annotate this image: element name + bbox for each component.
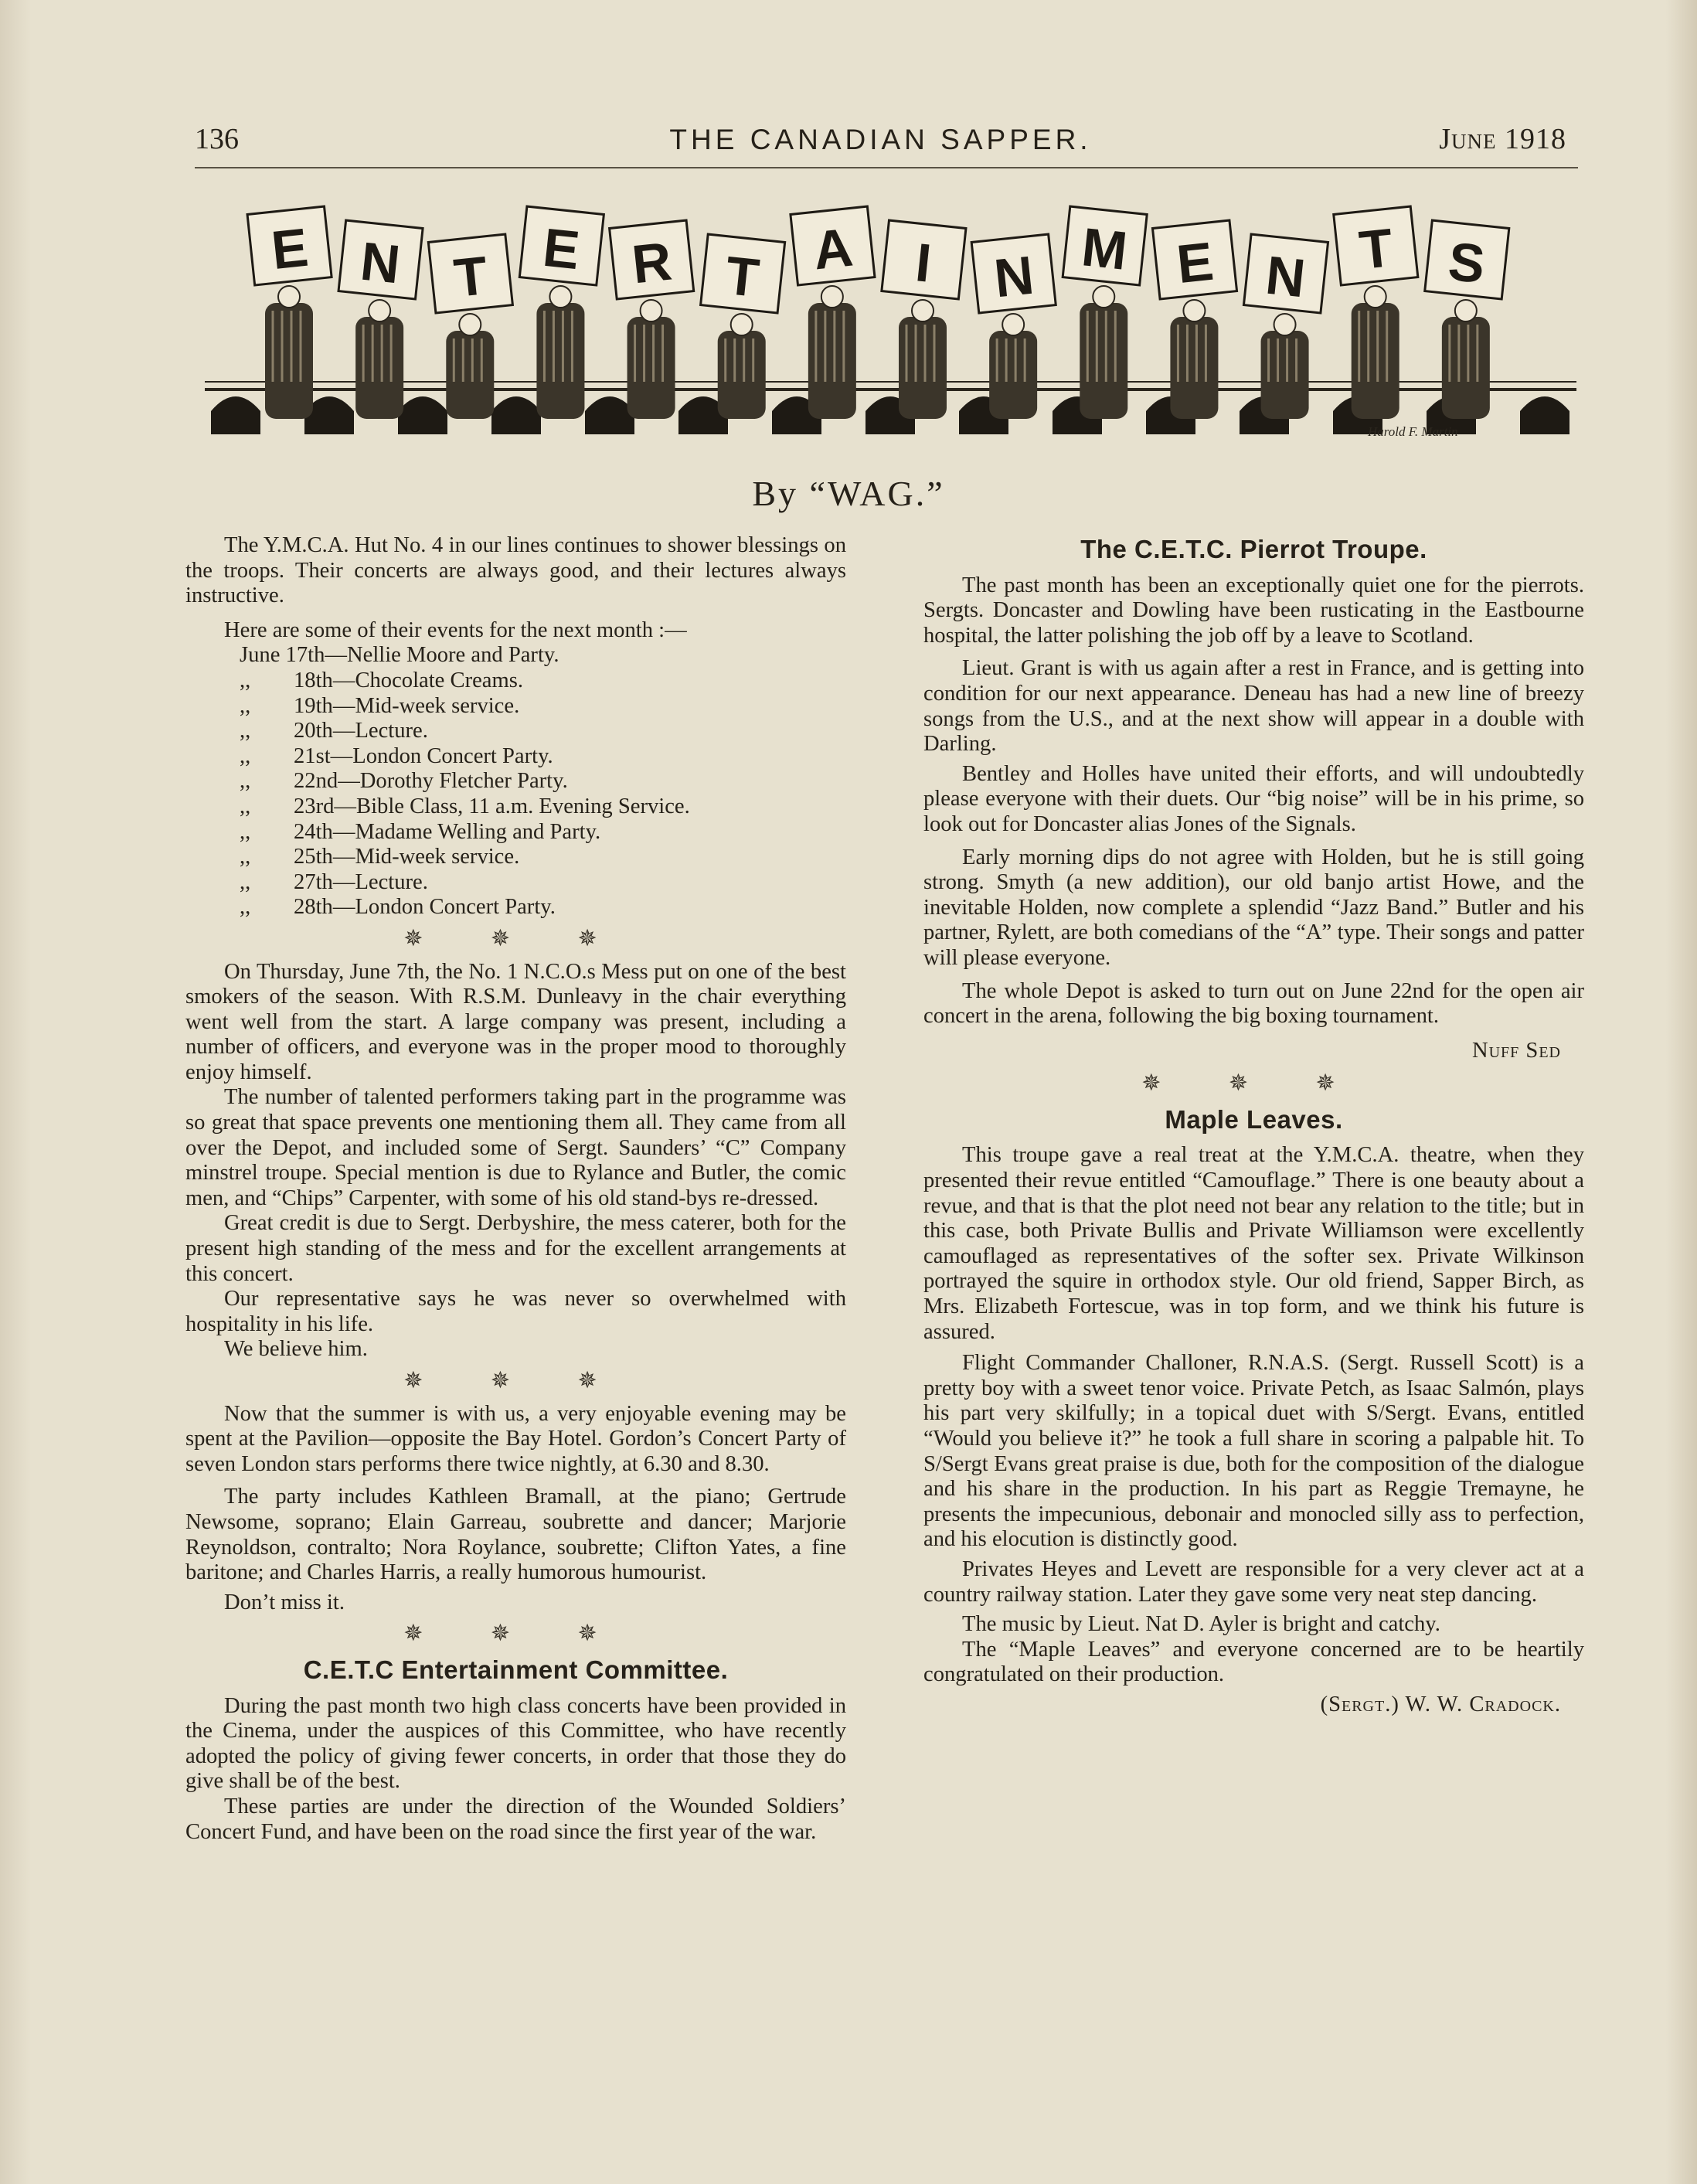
ditto-mark: ,, xyxy=(240,845,251,869)
event-date: 27th xyxy=(294,869,333,894)
maple-paragraph: This troupe gave a real treat at the Y.M.C.A. theatre, when they presented their revue entitled “Camouflage.” There is one beauty about a revue, and that is that the plot need not bear any relation to the title; but in this case, both Private Bullis and Private Williamson were excellently camouflaged as representatives of the softer sex. Private Wilkinson portrayed the squire in orthodox style. Our old friend, Sapper Birch, as Mrs. Elizabeth Fortescue, was in top form, and we think his future is assured. xyxy=(923,1143,1584,1344)
performer-head xyxy=(641,300,662,321)
footlight-shape xyxy=(1520,396,1569,434)
ditto-mark: ,, xyxy=(240,869,251,894)
letter-placard xyxy=(1152,220,1236,299)
placard-letter: T xyxy=(451,244,491,309)
placard-letter: N xyxy=(357,230,403,295)
footlight-shape xyxy=(211,396,260,434)
event-date: 18th xyxy=(294,668,333,692)
pierrot-paragraph: Lieut. Grant is with us again after a rest in France, and is getting into condition for our next appearance. Deneau has had a new line of breezy songs from the U.S., and at the next show will appear in a double with Darling. xyxy=(923,656,1584,757)
event-item: ,, 27th—Lecture. xyxy=(240,869,428,894)
event-name: Lecture. xyxy=(355,869,428,894)
pierrot-paragraph: Early morning dips do not agree with Holden, but he is still going strong. Smyth (a new addition), our old banjo artist Howe, and the inevitable Holden, now complete a splendid “Jazz Band.” Butler and his partner, Rylett, are both comedians of the “A” type. Their songs and patter will please everyone. xyxy=(923,845,1584,970)
ditto-mark: ,, xyxy=(240,719,251,743)
smoker-paragraph: We believe him. xyxy=(224,1337,368,1362)
running-head xyxy=(195,116,1566,162)
footlight-shape xyxy=(491,396,541,434)
event-date: 21st xyxy=(294,743,331,768)
event-name: Dorothy Fletcher Party. xyxy=(359,769,568,794)
letter-placard xyxy=(701,234,785,313)
ditto-mark: ,, xyxy=(240,743,251,768)
placard-letter: I xyxy=(913,232,934,294)
issue-date: June 1918 xyxy=(1439,123,1566,155)
banner-illustration-svg xyxy=(205,179,1576,442)
placard-letter: E xyxy=(268,216,311,281)
event-item: ,, 18th—Chocolate Creams. xyxy=(240,668,524,692)
pierrot-signoff: Nuff Sed xyxy=(1471,1038,1561,1063)
event-date: 28th xyxy=(294,895,333,920)
event-date: 25th xyxy=(294,845,333,869)
placard-letter: R xyxy=(629,230,675,295)
ditto-mark: ,, xyxy=(240,819,251,844)
section-separator: ✵ ✵ ✵ xyxy=(403,925,628,951)
maple-paragraph: Flight Commander Challoner, R.N.A.S. (Sergt. Russell Scott) is a pretty boy with a sweet tenor voice. Private Petch, as Isaac Salmón, plays his part very skilfully; in a topical duet with S/Sergt. Evans, entitled “Would you believe it?” he took a full share in scoring a palpable hit. To S/Sergt Evans great praise is due, both for the composition of the dialogue and his share in the production. In his part as Reggie Tremayne, he presents the impecunious, debonair and monocled silly ass to perfection, and his elocution is distinctly good. xyxy=(923,1351,1584,1552)
event-name: London Concert Party. xyxy=(352,743,553,768)
performer-head xyxy=(912,300,934,321)
committee-paragraph: These parties are under the direction of the Wounded Soldiers’ Concert Fund, and have been on the road since the first year of the war. xyxy=(185,1794,846,1844)
ditto-mark: ,, xyxy=(240,693,251,718)
ymca-intro-paragraph: The Y.M.C.A. Hut No. 4 in our lines continues to shower blessings on the troops. Their concerts are always good, and their lectures always instructive. xyxy=(185,533,846,608)
event-date: 23rd xyxy=(294,794,335,818)
performer-head xyxy=(369,300,390,321)
letter-placard xyxy=(1334,206,1418,285)
pierrot-paragraph: Bentley and Holles have united their efforts, and will undoubtedly please everyone with their duets. Our “big noise” will be in his prime, so look out for Doncaster alias Jones of the Signals. xyxy=(923,761,1584,836)
events-lead: Here are some of their events for the next month :— xyxy=(224,617,687,642)
letter-placard xyxy=(519,206,604,285)
event-date: 20th xyxy=(294,719,333,743)
performer-head xyxy=(1455,300,1477,321)
event-name: Mid-week service. xyxy=(355,693,520,718)
footlight-shape xyxy=(398,396,447,434)
letter-placard xyxy=(1063,206,1147,285)
right-column xyxy=(923,537,1584,1718)
placard-letter: N xyxy=(991,244,1037,309)
performer-head xyxy=(1365,286,1386,308)
left-column xyxy=(185,533,846,1845)
smoker-paragraph: On Thursday, June 7th, the No. 1 N.C.O.s Mess put on one of the best smokers of the season. With R.S.M. Dunleavy in the chair everything went well from the start. A large company was present, including a number of officers, and everyone was in the proper mood to thoroughly enjoy himself. xyxy=(185,959,846,1084)
performer-head xyxy=(1002,314,1024,335)
event-item: ,, 20th—Lecture. xyxy=(240,719,428,743)
event-date: 22nd xyxy=(294,769,338,794)
performer-head xyxy=(278,286,300,308)
section-separator: ✵ ✵ ✵ xyxy=(403,1368,628,1393)
event-item: ,, 24th—Madame Welling and Party. xyxy=(240,819,601,844)
event-item: ,, 25th—Mid-week service. xyxy=(240,845,520,869)
event-item: ,, 28th—London Concert Party. xyxy=(240,895,556,920)
pavilion-paragraph: Now that the summer is with us, a very enjoyable evening may be spent at the Pavilion—opposite the Bay Hotel. Gordon’s Concert Party of seven London stars performs there twice nightly, at 6.30 and 8.30. xyxy=(185,1401,846,1476)
event-name: Mid-week service. xyxy=(355,845,520,869)
pierrot-heading: The C.E.T.C. Pierrot Troupe. xyxy=(1080,535,1427,563)
performer-head xyxy=(459,314,481,335)
footlight-shape xyxy=(585,396,634,434)
letter-placard xyxy=(882,220,966,299)
performer-head xyxy=(1274,314,1296,335)
committee-heading: C.E.T.C Entertainment Committee. xyxy=(303,1655,729,1684)
events-list xyxy=(240,643,846,920)
placard-letter: E xyxy=(540,216,583,281)
letter-placard xyxy=(247,206,332,285)
event-name: Bible Class, 11 a.m. Evening Service. xyxy=(356,794,690,818)
ditto-mark: ,, xyxy=(240,769,251,794)
performer-head xyxy=(821,286,843,308)
performer-head xyxy=(731,314,753,335)
event-item: June 17th—Nellie Moore and Party. xyxy=(240,643,559,668)
event-item: ,, 21st—London Concert Party. xyxy=(240,743,553,768)
smoker-paragraph: Our representative says he was never so overwhelmed with hospitality in his life. xyxy=(185,1287,846,1336)
letter-placard xyxy=(610,220,694,299)
placard-letter: T xyxy=(723,244,763,309)
event-name: Nellie Moore and Party. xyxy=(347,643,559,668)
maple-signoff: (Sergt.) W. W. Cradock. xyxy=(1320,1692,1561,1716)
journal-title: THE CANADIAN SAPPER. xyxy=(669,124,1092,155)
event-name: London Concert Party. xyxy=(355,895,556,920)
maple-paragraph: The “Maple Leaves” and everyone concerned are to be heartily congratulated on their production. xyxy=(923,1637,1584,1687)
pierrot-paragraph: The whole Depot is asked to turn out on June 22nd for the open air concert in the arena, following the big boxing tournament. xyxy=(923,978,1584,1029)
letter-placard xyxy=(338,220,423,299)
letter-placard xyxy=(971,234,1056,313)
pavilion-paragraph: The party includes Kathleen Bramall, at the piano; Gertrude Newsome, soprano; Elain Garreau, soubrette and dancer; Marjorie Reynoldson, contralto; Nora Roylance, soubrette; Clifton Yates, a fine baritone; and Charles Harris, a really humorous humourist. xyxy=(185,1485,846,1585)
pavilion-paragraph: Don’t miss it. xyxy=(224,1590,345,1614)
performer-head xyxy=(1183,300,1205,321)
event-date: 24th xyxy=(294,819,333,844)
event-item: ,, 19th—Mid-week service. xyxy=(240,693,520,718)
placard-letter: M xyxy=(1079,216,1131,281)
event-date: 19th xyxy=(294,693,333,718)
placard-letter: N xyxy=(1263,244,1308,309)
performer-head xyxy=(549,286,571,308)
entertainments-banner-illustration xyxy=(205,179,1576,442)
event-date: June 17th xyxy=(240,643,325,668)
performer-head xyxy=(1093,286,1114,308)
letter-placard xyxy=(1243,234,1328,313)
event-name: Chocolate Creams. xyxy=(355,668,524,692)
letter-placard xyxy=(791,206,875,285)
maple-paragraph: The music by Lieut. Nat D. Ayler is bright and catchy. xyxy=(962,1612,1440,1637)
ditto-mark: ,, xyxy=(240,895,251,920)
placard-letter: T xyxy=(1356,216,1396,281)
event-name: Madame Welling and Party. xyxy=(355,819,601,844)
pierrot-paragraph: The past month has been an exceptionally quiet one for the pierrots. Sergts. Doncaster and Dowling have been rusticating in the Eastbourne hospital, the latter polishing the job off by a leave to Scotland. xyxy=(923,573,1584,648)
letter-placard xyxy=(1425,220,1509,299)
section-separator: ✵ ✵ ✵ xyxy=(403,1621,628,1647)
smoker-paragraph: Great credit is due to Sergt. Derbyshire, the mess caterer, both for the present high standing of the mess and for the excellent arrangements at this concert. xyxy=(185,1211,846,1286)
maple-heading: Maple Leaves. xyxy=(1165,1104,1343,1134)
placard-letter: A xyxy=(810,216,856,281)
section-separator: ✵ ✵ ✵ xyxy=(1141,1070,1366,1097)
placard-letter: E xyxy=(1174,230,1216,295)
page-number: 136 xyxy=(195,123,239,155)
event-item: ,, 22nd—Dorothy Fletcher Party. xyxy=(240,769,568,794)
header-rule xyxy=(195,167,1578,168)
ditto-mark: ,, xyxy=(240,794,251,818)
event-item: ,, 23rd—Bible Class, 11 a.m. Evening Service. xyxy=(240,794,690,818)
letter-placard xyxy=(428,234,512,313)
page-edge-left xyxy=(0,0,31,2184)
placard-letter: S xyxy=(1445,230,1488,295)
page-edge-right xyxy=(1666,0,1697,2184)
artist-signature: Harold F. Martin xyxy=(1368,424,1458,439)
ditto-mark: ,, xyxy=(240,668,251,692)
maple-paragraph: Privates Heyes and Levett are responsible for a very clever act at a country railway station. Later they gave some very neat step dancing. xyxy=(923,1556,1584,1607)
event-name: Lecture. xyxy=(355,719,428,743)
committee-paragraph: During the past month two high class concerts have been provided in the Cinema, under the auspices of this Committee, who have recently adopted the policy of giving fewer concerts, in order that those they do give shall be of the best. xyxy=(185,1693,846,1794)
byline: By “WAG.” xyxy=(752,474,945,513)
smoker-paragraph: The number of talented performers taking part in the programme was so great that space prevents one mentioning them all. They came from all over the Depot, and included some of Sergt. Saunders’ “C” Company minstrel troupe. Special mention is due to Rylance and Butler, the comic men, and “Chips” Carpenter, with some of his old stand-bys re-dressed. xyxy=(185,1085,846,1210)
